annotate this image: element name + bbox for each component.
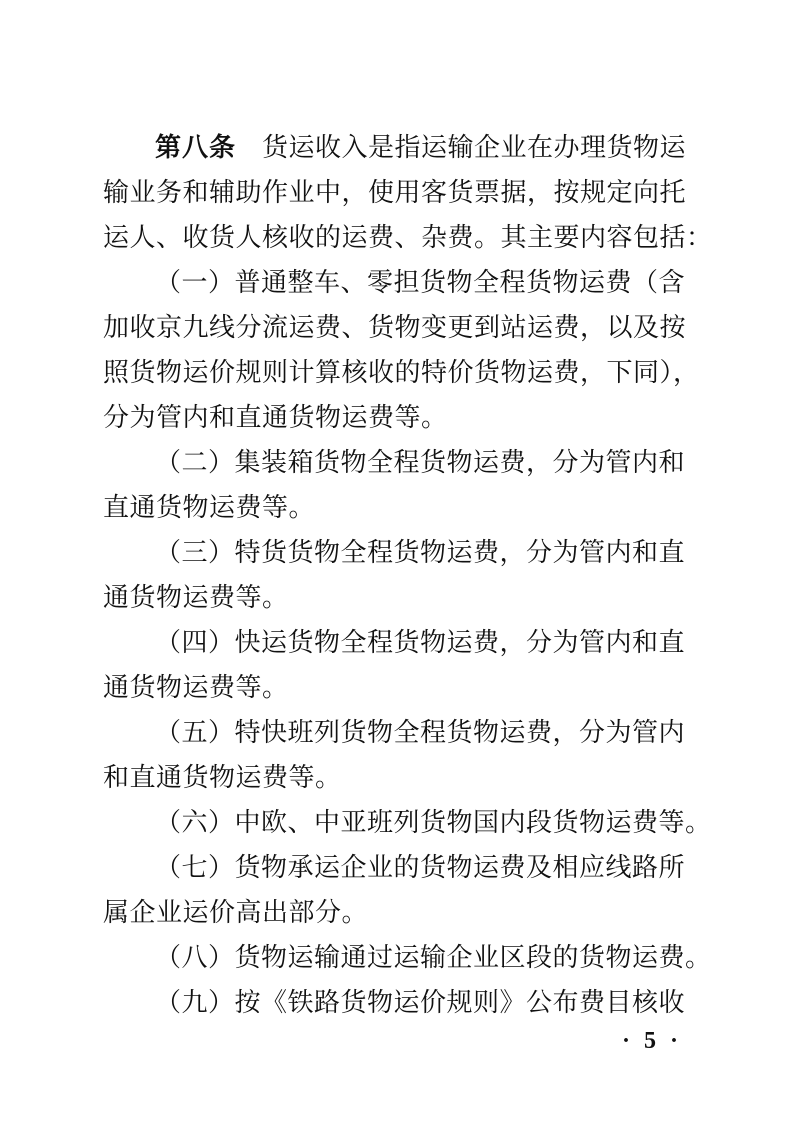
page-number: · 5 · <box>621 1028 682 1054</box>
item-7-line: （七）货物承运企业的货物运费及相应线路所 <box>155 853 686 883</box>
item-3-line: 通货物运费等。 <box>103 583 289 613</box>
item-3-line: （三）特货货物全程货物运费，分为管内和直 <box>155 538 686 568</box>
item-9-line: （九）按《铁路货物运价规则》公布费目核收 <box>155 988 686 1018</box>
item-4-line: 通货物运费等。 <box>103 673 289 703</box>
item-1-line: 加收京九线分流运费、货物变更到站运费，以及按 <box>103 313 687 343</box>
article-body <box>103 126 713 1026</box>
item-7-line: 属企业运价高出部分。 <box>103 898 369 928</box>
item-2-line: 直通货物运费等。 <box>103 493 316 523</box>
article-label: 第八条 <box>155 133 237 163</box>
article-text-line: 输业务和辅助作业中，使用客货票据，按规定向托 <box>103 178 687 208</box>
item-2-line: （二）集装箱货物全程货物运费，分为管内和 <box>155 448 686 478</box>
item-1-line: （一）普通整车、零担货物全程货物运费（含 <box>155 268 686 298</box>
item-5-line: 和直通货物运费等。 <box>103 763 342 793</box>
item-8-line: （八）货物运输通过运输企业区段的货物运费。 <box>155 943 712 973</box>
article-first-line <box>103 126 703 171</box>
item-1-line: 分为管内和直通货物运费等。 <box>103 403 448 433</box>
item-1-line: 照货物运价规则计算核收的特价货物运费，下同）， <box>103 358 700 388</box>
item-6-line: （六）中欧、中亚班列货物国内段货物运费等。 <box>155 808 712 838</box>
article-text-line: 运人、收货人核收的运费、杂费。其主要内容包括： <box>103 223 713 253</box>
article-text-line: 货运收入是指运输企业在办理货物运 <box>262 133 687 163</box>
item-5-line: （五）特快班列货物全程货物运费，分为管内 <box>155 718 686 748</box>
item-4-line: （四）快运货物全程货物运费，分为管内和直 <box>155 628 686 658</box>
